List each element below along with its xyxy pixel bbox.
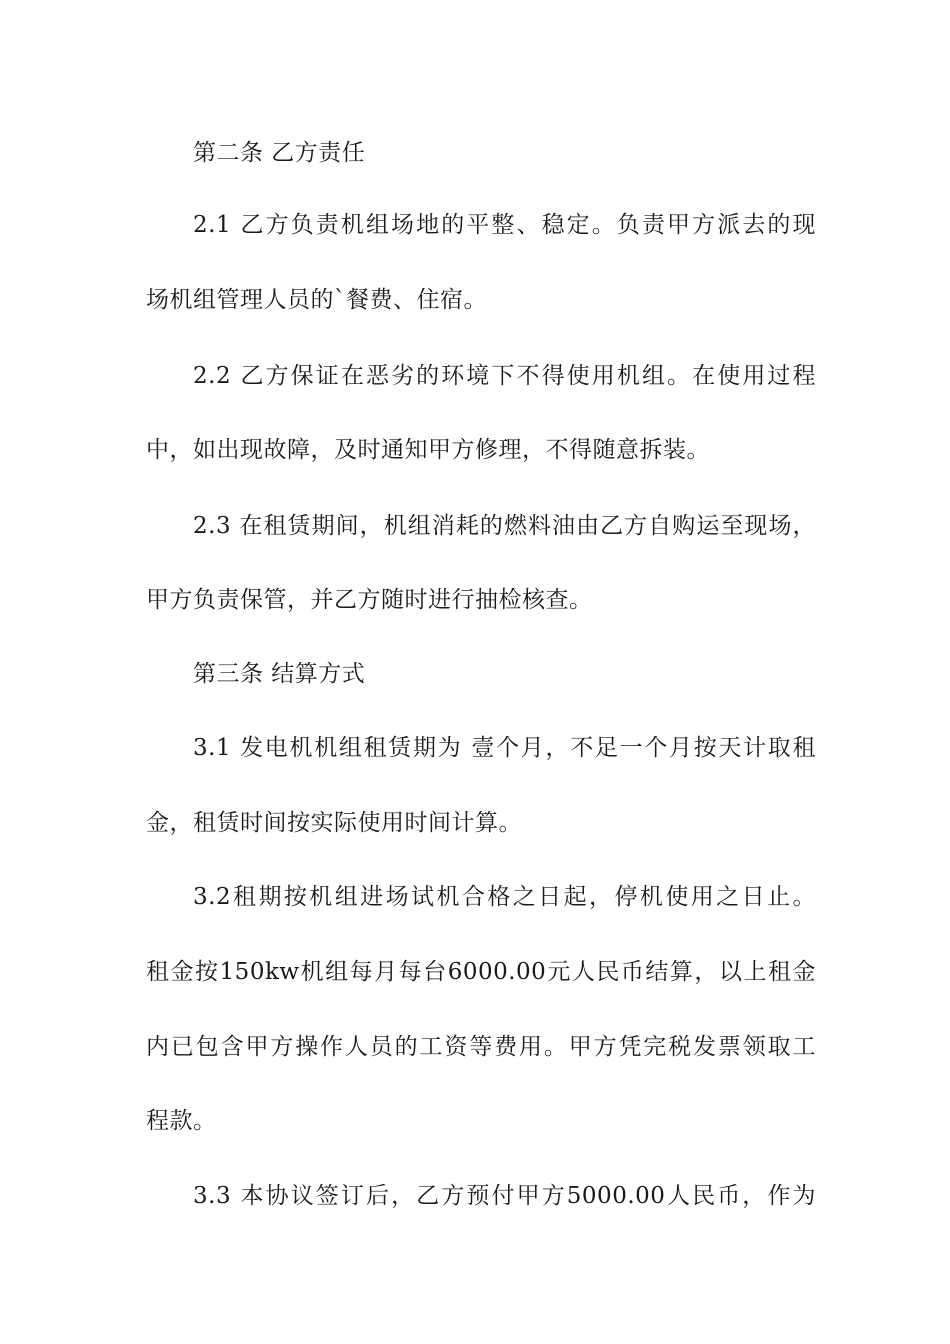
section-heading-2: 第二条 乙方责任 xyxy=(193,140,366,166)
clause-2-1-line-1: 2.1 乙方负责机组场地的平整、稳定。负责甲方派去的现 xyxy=(193,212,816,238)
clause-2-1-line-2: 场机组管理人员的`餐费、住宿。 xyxy=(146,287,487,313)
clause-3-3-line-1: 3.3 本协议签订后，乙方预付甲方5000.00人民币，作为 xyxy=(193,1183,816,1209)
clause-3-1-line-2: 金，租赁时间按实际使用时间计算。 xyxy=(146,810,522,836)
clause-2-2-line-1: 2.2 乙方保证在恶劣的环境下不得使用机组。在使用过程 xyxy=(193,363,816,389)
section-heading-3: 第三条 结算方式 xyxy=(193,661,366,687)
clause-2-3-line-2: 甲方负责保管，并乙方随时进行抽检核查。 xyxy=(146,587,593,613)
clause-3-2-line-4: 程款。 xyxy=(146,1108,217,1134)
clause-3-2-line-1: 3.2租期按机组进场试机合格之日起，停机使用之日止。 xyxy=(193,884,816,910)
clause-3-2-line-3: 内已包含甲方操作人员的工资等费用。甲方凭完税发票领取工 xyxy=(146,1034,816,1060)
clause-2-2-line-2: 中，如出现故障，及时通知甲方修理，不得随意拆装。 xyxy=(146,437,710,463)
clause-3-2-line-2: 租金按150kw机组每月每台6000.00元人民币结算，以上租金 xyxy=(146,959,816,985)
clause-3-1-line-1: 3.1 发电机机组租赁期为 壹个月，不足一个月按天计取租 xyxy=(193,735,816,761)
clause-2-3-line-1: 2.3 在租赁期间，机组消耗的燃料油由乙方自购运至现场， xyxy=(193,513,816,539)
